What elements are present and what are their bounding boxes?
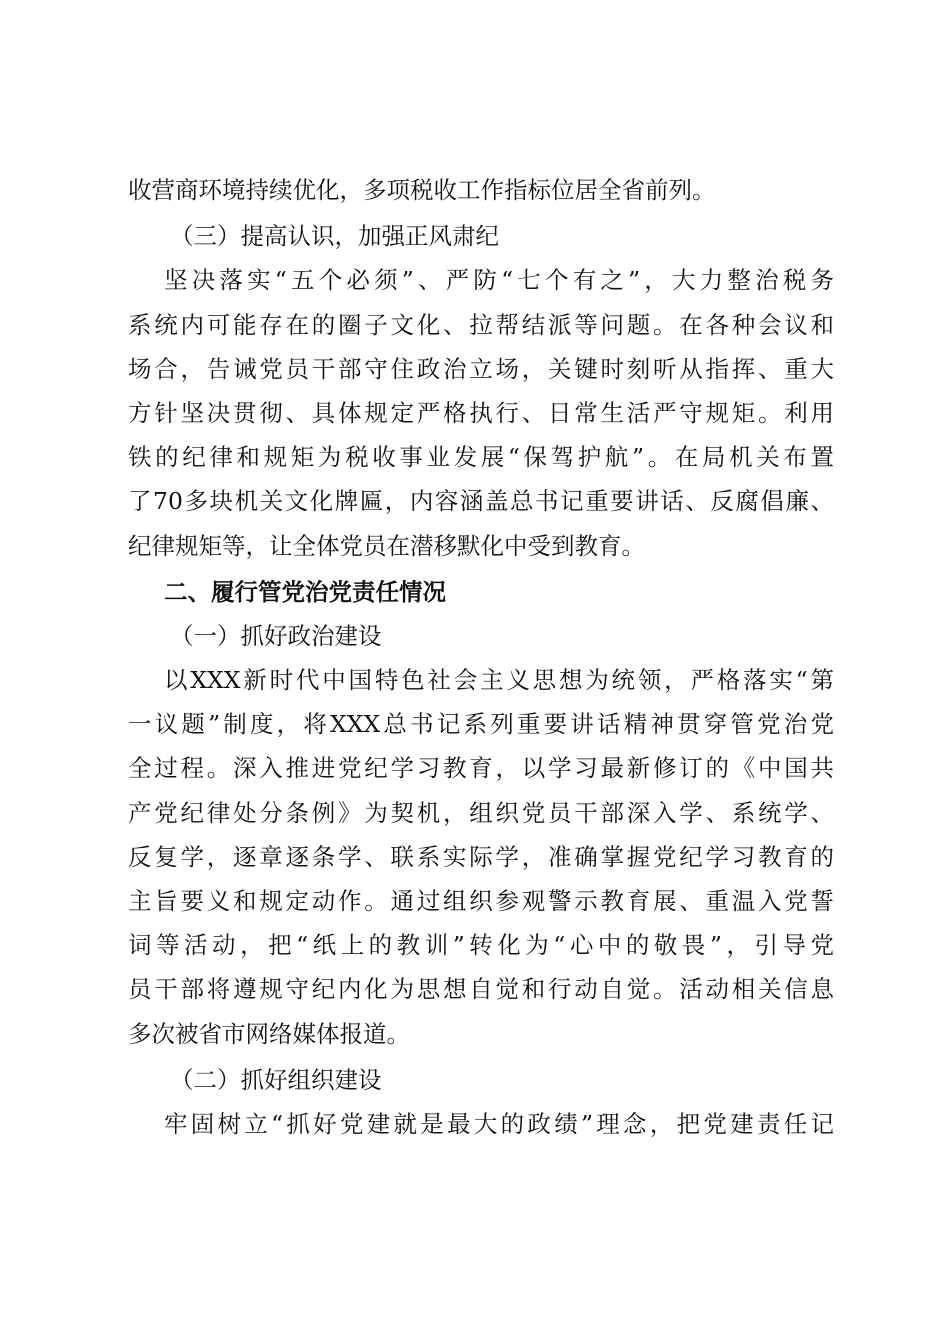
document-page	[128, 168, 834, 1146]
text-line: 方针坚决贯彻、具体规定严格执行、日常生活严守规矩。利用	[128, 398, 834, 427]
text-line: 收营商环境持续优化，多项税收工作指标位居全省前列。	[128, 176, 716, 204]
text-line: 一议题”制度，将XXX总书记系列重要讲话精神贯穿管党治党	[128, 710, 834, 739]
text-line: 坚决落实“五个必须”、严防“七个有之”，大力整治税务	[164, 266, 834, 295]
text-line: 多次被省市网络媒体报道。	[128, 1019, 410, 1048]
text-line: 了70多块机关文化牌匾，内容涵盖总书记重要讲话、反腐倡廉、	[128, 487, 834, 516]
subsection-heading: （二）抓好组织建设	[170, 1065, 382, 1094]
text-line: 场合，告诫党员干部守住政治立场，关键时刻听从指挥、重大	[128, 354, 834, 383]
text-line: 以XXX新时代中国特色社会主义思想为统领，严格落实“第	[164, 666, 835, 695]
text-line: 员干部将遵规守纪内化为思想自觉和行动自觉。活动相关信息	[128, 975, 834, 1004]
text-line: 纪律规矩等，让全体党员在潜移默化中受到教育。	[128, 531, 645, 560]
subsection-heading: （三）提高认识，加强正风肃纪	[170, 222, 499, 251]
text-line: 全过程。深入推进党纪学习教育，以学习最新修订的《中国共	[128, 754, 834, 783]
text-line: 反复学，逐章逐条学、联系实际学，准确掌握党纪学习教育的	[128, 842, 834, 871]
text-line: 铁的纪律和规矩为税收事业发展“保驾护航”。在局机关布置	[128, 443, 834, 472]
section-heading: 二、履行管党治党责任情况	[164, 577, 446, 606]
text-line: 系统内可能存在的圈子文化、拉帮结派等问题。在各种会议和	[128, 310, 834, 339]
text-line: 主旨要义和规定动作。通过组织参观警示教育展、重温入党誓	[128, 887, 834, 915]
text-line: 牢固树立“抓好党建就是最大的政绩”理念，把党建责任记	[164, 1109, 834, 1138]
text-line: 产党纪律处分条例》为契机，组织党员干部深入学、系统学、	[128, 798, 834, 827]
subsection-heading: （一）抓好政治建设	[170, 621, 382, 650]
text-line: 词等活动，把“纸上的教训”转化为“心中的敬畏”，引导党	[128, 931, 834, 960]
